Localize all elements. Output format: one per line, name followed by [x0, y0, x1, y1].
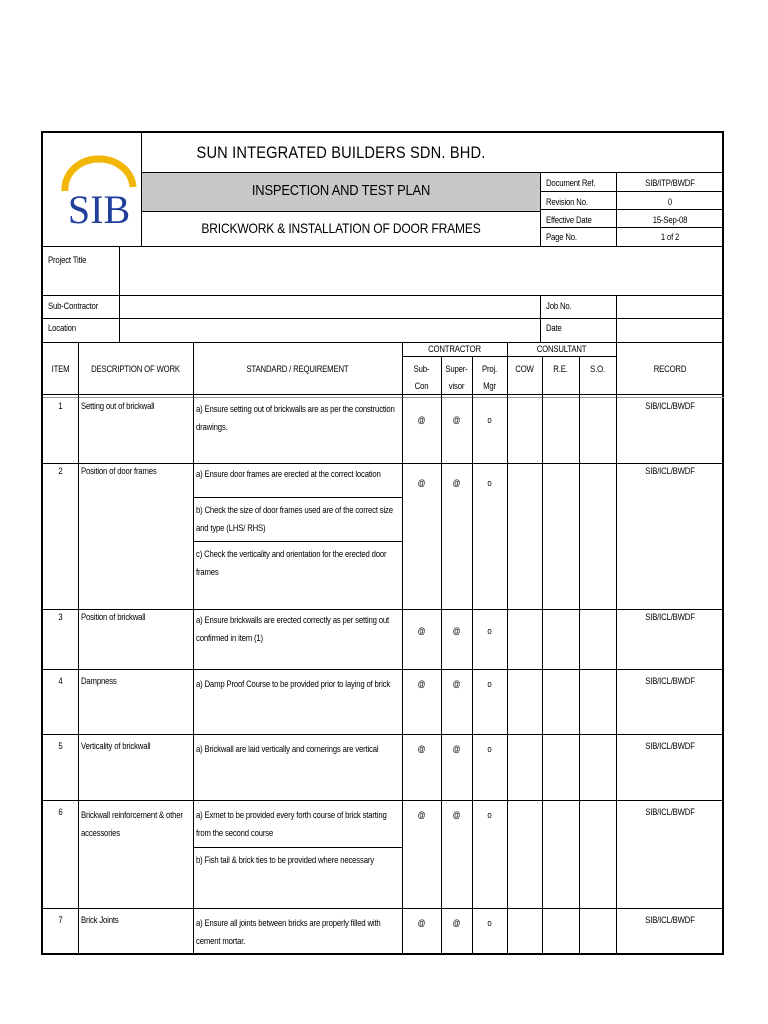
row-subcon-mark: @	[417, 415, 426, 425]
row-description: Position of door frames	[81, 466, 157, 476]
col-item-header: ITEM	[51, 364, 70, 374]
project-title-field[interactable]	[120, 247, 723, 295]
row-record: SIB/ICL/BWDF	[645, 676, 695, 686]
row-requirement-a: a) Ensure all joints between bricks are properly filled with cement mortar.	[196, 918, 381, 946]
meta-label-doc-ref: Document Ref.	[546, 178, 596, 188]
row-requirement-c: c) Check the verticality and orientation for the erected door frames	[196, 549, 387, 577]
row-projmgr-mark: o	[487, 626, 492, 636]
row-item-number: 4	[58, 676, 63, 686]
meta-value-revision: 0	[667, 197, 673, 207]
table-row	[43, 734, 724, 800]
doc-type-title: INSPECTION AND TEST PLAN	[251, 182, 431, 199]
row-supervisor-mark: @	[452, 478, 461, 488]
col-supervisor-header-2: visor	[448, 381, 465, 391]
row-description: Brick Joints	[81, 915, 119, 925]
subcontractor-field[interactable]	[120, 296, 539, 318]
row-record: SIB/ICL/BWDF	[645, 612, 695, 622]
row-description: Dampness	[81, 676, 117, 686]
row-projmgr-mark: o	[487, 478, 492, 488]
date-label: Date	[546, 323, 562, 333]
table-row	[43, 908, 724, 955]
col-supervisor-header-1: Super-	[445, 364, 468, 374]
itp-sheet	[41, 131, 724, 955]
row-requirement-a: a) Ensure setting out of brickwalls are as per the construction drawings.	[196, 404, 395, 432]
row-requirement-a: a) Brickwall are laid vertically and cornerings are vertical	[196, 744, 379, 754]
row-record: SIB/ICL/BWDF	[645, 466, 695, 476]
row-subcon-mark: @	[417, 679, 426, 689]
location-field[interactable]	[120, 319, 539, 341]
meta-label-page: Page No.	[546, 232, 577, 242]
row-record: SIB/ICL/BWDF	[645, 401, 695, 411]
row-item-number: 6	[58, 807, 63, 817]
row-requirement-a: a) Damp Proof Course to be provided prior to laying of brick	[196, 679, 391, 689]
project-title-label: Project Title	[48, 255, 87, 265]
col-record-header: RECORD	[653, 364, 687, 374]
location-label: Location	[48, 323, 76, 333]
row-record: SIB/ICL/BWDF	[645, 915, 695, 925]
row-subcon-mark: @	[417, 918, 426, 928]
row-supervisor-mark: @	[452, 810, 461, 820]
table-row	[43, 800, 724, 908]
col-projmgr-header-1: Proj.	[481, 364, 498, 374]
row-supervisor-mark: @	[452, 415, 461, 425]
row-description: Setting out of brickwall	[81, 401, 155, 411]
sib-logo	[57, 151, 141, 229]
row-supervisor-mark: @	[452, 918, 461, 928]
row-projmgr-mark: o	[487, 415, 492, 425]
col-subcon-header-2: Con	[414, 381, 429, 391]
row-projmgr-mark: o	[487, 918, 492, 928]
row-description: Verticality of brickwall	[81, 741, 151, 751]
row-subcon-mark: @	[417, 744, 426, 754]
table-row	[43, 398, 724, 463]
table-row	[43, 609, 724, 669]
table-row	[43, 669, 724, 734]
row-requirement-b: b) Check the size of door frames used are of the correct size and type (LHS/ RHS)	[196, 505, 393, 533]
row-description: Position of brickwall	[81, 612, 146, 622]
table-row	[43, 463, 724, 609]
col-description-header: DESCRIPTION OF WORK	[91, 364, 180, 374]
company-name: SUN INTEGRATED BUILDERS SDN. BHD.	[196, 143, 486, 162]
date-field[interactable]	[617, 319, 723, 341]
col-subcon-header-1: Sub-	[413, 364, 430, 374]
row-projmgr-mark: o	[487, 744, 492, 754]
row-item-number: 1	[58, 401, 63, 411]
logo-text: SIB	[67, 187, 131, 229]
col-contractor-header: CONTRACTOR	[428, 344, 481, 354]
job-no-field[interactable]	[617, 296, 723, 318]
row-supervisor-mark: @	[452, 744, 461, 754]
row-requirement-a: a) Ensure door frames are erected at the correct location	[196, 469, 381, 479]
col-consultant-header: CONSULTANT	[536, 344, 587, 354]
row-requirement-a: a) Exmet to be provided every forth course of brick starting from the second course	[196, 810, 387, 838]
row-subcon-mark: @	[417, 810, 426, 820]
job-no-label: Job No.	[546, 301, 572, 311]
row-subcon-mark: @	[417, 478, 426, 488]
row-projmgr-mark: o	[487, 679, 492, 689]
subcontractor-label: Sub-Contractor	[48, 301, 99, 311]
row-record: SIB/ICL/BWDF	[645, 741, 695, 751]
col-projmgr-header-2: Mgr	[483, 381, 496, 391]
row-record: SIB/ICL/BWDF	[645, 807, 695, 817]
meta-label-effective-date: Effective Date	[546, 215, 592, 225]
row-subcon-mark: @	[417, 626, 426, 636]
meta-value-effective-date: 15-Sep-08	[652, 215, 688, 225]
meta-value-doc-ref: SIB/ITP/BWDF	[645, 178, 695, 188]
row-supervisor-mark: @	[452, 679, 461, 689]
meta-label-revision: Revision No.	[546, 197, 588, 207]
row-item-number: 5	[58, 741, 63, 751]
row-description: Brickwall reinforcement & other accessories	[81, 810, 183, 838]
row-requirement-b: b) Fish tail & brick ties to be provided where necessary	[196, 855, 374, 865]
row-item-number: 3	[58, 612, 63, 622]
col-so-header: S.O.	[590, 364, 605, 374]
row-item-number: 7	[58, 915, 63, 925]
row-projmgr-mark: o	[487, 810, 492, 820]
row-supervisor-mark: @	[452, 626, 461, 636]
col-cow-header: COW	[515, 364, 534, 374]
row-item-number: 2	[58, 466, 63, 476]
meta-value-page: 1 of 2	[660, 232, 680, 242]
col-re-header: R.E.	[553, 364, 568, 374]
col-standard-header: STANDARD / REQUIREMENT	[246, 364, 349, 374]
subject-title: BRICKWORK & INSTALLATION OF DOOR FRAMES	[201, 220, 481, 236]
row-requirement-a: a) Ensure brickwalls are erected correctly as per setting out confirmed in item (1)	[196, 615, 389, 643]
